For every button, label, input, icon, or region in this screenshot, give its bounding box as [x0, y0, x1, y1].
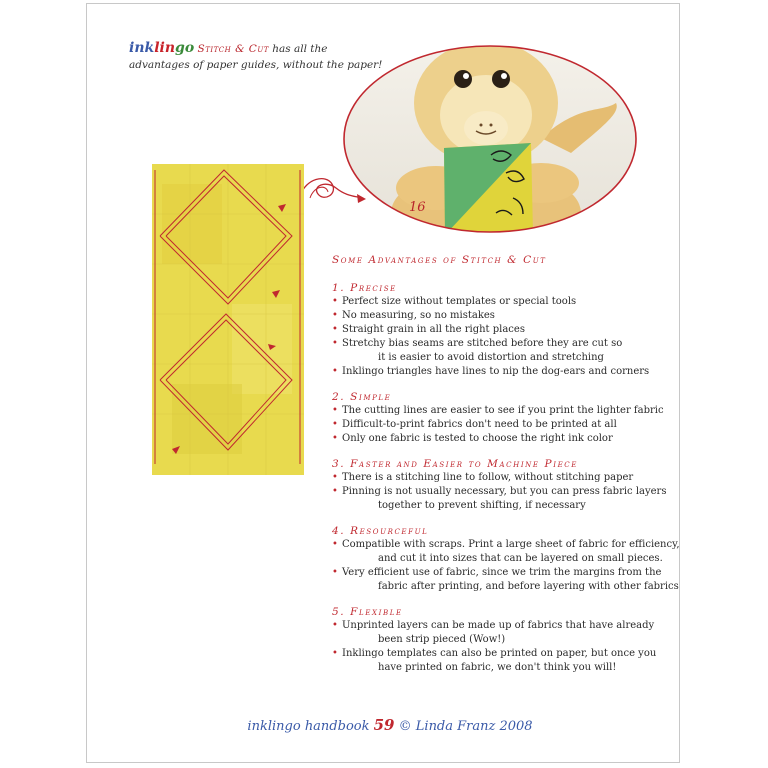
list-item-text: No measuring, so no mistakes — [342, 310, 495, 321]
list-item-text: Inklingo triangles have lines to nip the dog-ears and corners — [342, 366, 650, 377]
list-item-continuation: been strip pieced (Wow!) — [378, 634, 506, 645]
list-item — [332, 295, 652, 309]
list-item-text: Compatible with scraps. Print a large sheet of fabric for efficiency, — [342, 539, 680, 550]
footer-brand: inklingo — [247, 719, 301, 734]
list-item — [332, 404, 664, 418]
footer — [200, 716, 580, 734]
list-item — [332, 471, 652, 485]
section-list — [332, 404, 664, 446]
section-heading: 4. Resourceful — [332, 525, 429, 537]
tagline-brand: inklingo — [129, 40, 195, 56]
list-item-text: Only one fabric is tested to choose the right ink color — [342, 433, 613, 444]
list-item-text: Unprinted layers can be made up of fabrics that have already — [342, 620, 655, 631]
list-item — [332, 365, 652, 379]
list-item-text: Difficult-to-print fabrics don't need to be printed at all — [342, 419, 617, 430]
list-item-text: Stretchy bias seams are stitched before they are cut so — [342, 338, 623, 349]
list-item — [332, 538, 680, 566]
list-item-text: Inklingo templates can also be printed on paper, but once you — [342, 648, 657, 659]
section-list — [332, 471, 667, 513]
list-item-continuation: it is easier to avoid distortion and stretching — [378, 352, 604, 363]
tagline-line2: advantages of paper guides, without the paper! — [129, 59, 383, 71]
tagline-rest: has all the — [268, 43, 328, 55]
advantages-content — [332, 253, 680, 686]
list-item — [332, 323, 652, 337]
list-item-text: The cutting lines are easier to see if you print the lighter fabric — [342, 405, 664, 416]
tagline-product: Stitch & Cut — [197, 43, 269, 55]
list-item-text: Perfect size without templates or special tools — [342, 296, 577, 307]
sections-container — [332, 281, 680, 675]
section-heading: 5. Flexible — [332, 606, 403, 618]
flourish-arrow-icon — [296, 166, 368, 212]
list-item-text: There is a stitching line to follow, without stitching paper — [342, 472, 634, 483]
section-list — [332, 619, 657, 675]
section-heading: 3. Faster and Easier to Machine Piece — [332, 458, 578, 470]
footer-copyright: © Linda Franz 2008 — [398, 719, 533, 734]
list-item — [332, 418, 652, 432]
list-item — [332, 647, 657, 675]
footer-page-number: 59 — [373, 716, 395, 734]
list-item — [332, 619, 655, 647]
section-heading: 2. Simple — [332, 391, 392, 403]
section-heading: 1. Precise — [332, 282, 397, 294]
list-item-text: Straight grain in all the right places — [342, 324, 525, 335]
monkey-photo — [341, 43, 639, 236]
section-list — [332, 538, 680, 594]
list-item-continuation: together to prevent shifting, if necessary — [378, 500, 586, 511]
printed-fabric-sheet — [152, 164, 304, 475]
list-item-text: Very efficient use of fabric, since we trim the margins from the — [342, 567, 662, 578]
footer-book: handbook — [304, 719, 370, 734]
list-item-text: Pinning is not usually necessary, but you can press fabric layers — [342, 486, 667, 497]
list-item — [332, 485, 667, 513]
list-item — [332, 566, 679, 594]
section-list — [332, 295, 652, 379]
main-heading: Some Advantages of Stitch & Cut — [332, 254, 547, 266]
list-item-continuation: have printed on fabric, we don't think you will! — [378, 662, 617, 673]
list-item — [332, 309, 652, 323]
list-item — [332, 432, 652, 446]
list-item-continuation: fabric after printing, and before layering with other fabrics — [378, 581, 679, 592]
photo-caption-number: 16 — [409, 200, 426, 215]
list-item — [332, 337, 652, 365]
list-item-continuation: and cut it into sizes that can be layered on small pieces. — [378, 553, 663, 564]
